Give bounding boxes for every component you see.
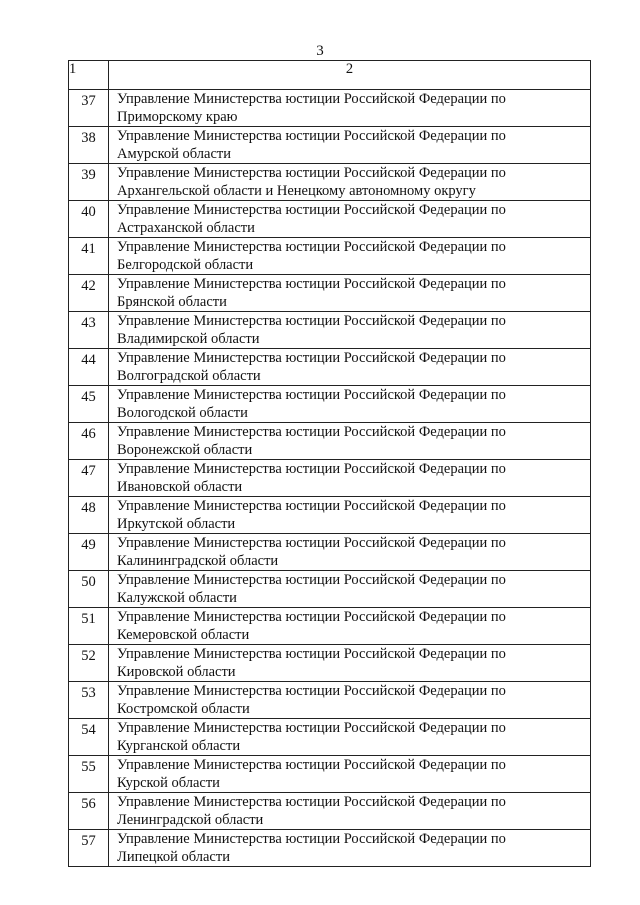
page-number: 3 (316, 43, 324, 59)
institutions-table (68, 60, 591, 867)
institution-name (109, 830, 591, 867)
table-row (69, 164, 591, 201)
row-number: 49 (69, 534, 109, 571)
institution-name-line-2: Приморскому краю (117, 108, 238, 125)
table-header (69, 61, 591, 90)
institution-name-line-2: Липецкой области (117, 848, 230, 865)
institution-name-line-2: Астраханской области (117, 219, 255, 236)
table-row (69, 460, 591, 497)
institution-name-line-2: Амурской области (117, 145, 231, 162)
institution-name (109, 312, 591, 349)
table-row (69, 238, 591, 275)
institution-name-line-1: Управление Министерства юстиции Российской Федерации по (117, 276, 506, 292)
institution-name-line-2: Белгородской области (117, 256, 254, 273)
institution-name-line-1: Управление Министерства юстиции Российской Федерации по (117, 128, 506, 144)
table-row (69, 201, 591, 238)
institution-name-line-2: Вологодской области (117, 404, 248, 421)
institution-name (109, 423, 591, 460)
institution-name-line-1: Управление Министерства юстиции Российской Федерации по (117, 609, 506, 625)
table-row (69, 275, 591, 312)
institution-name (109, 164, 591, 201)
row-number: 47 (69, 460, 109, 497)
institution-name-line-1: Управление Министерства юстиции Российской Федерации по (117, 424, 506, 440)
institution-name-line-1: Управление Министерства юстиции Российской Федерации по (117, 239, 506, 255)
institution-name-line-2: Кемеровской области (117, 626, 250, 643)
table-row (69, 349, 591, 386)
table-row (69, 830, 591, 867)
institution-name-line-1: Управление Министерства юстиции Российской Федерации по (117, 794, 506, 810)
institution-name (109, 460, 591, 497)
row-number: 56 (69, 793, 109, 830)
institution-name-line-2: Владимирской области (117, 330, 260, 347)
institution-name (109, 682, 591, 719)
institution-name-line-1: Управление Министерства юстиции Российской Федерации по (117, 498, 506, 514)
row-number: 45 (69, 386, 109, 423)
institution-name (109, 719, 591, 756)
institution-name-line-2: Волгоградской области (117, 367, 261, 384)
institution-name (109, 571, 591, 608)
institution-name-line-1: Управление Министерства юстиции Российской Федерации по (117, 202, 506, 218)
table-header-row (69, 61, 591, 90)
row-number: 38 (69, 127, 109, 164)
institution-name-line-2: Ленинградской области (117, 811, 264, 828)
institution-name-line-2: Калужской области (117, 589, 237, 606)
institution-name-line-2: Костромской области (117, 700, 250, 717)
row-number: 41 (69, 238, 109, 275)
institution-name (109, 534, 591, 571)
row-number: 50 (69, 571, 109, 608)
row-number: 37 (69, 90, 109, 127)
table-row (69, 793, 591, 830)
row-number: 39 (69, 164, 109, 201)
row-number: 52 (69, 645, 109, 682)
institution-name-line-1: Управление Министерства юстиции Российской Федерации по (117, 683, 506, 699)
institution-name-line-1: Управление Министерства юстиции Российской Федерации по (117, 646, 506, 662)
institution-name (109, 238, 591, 275)
row-number: 48 (69, 497, 109, 534)
row-number: 42 (69, 275, 109, 312)
institution-name-line-1: Управление Министерства юстиции Российской Федерации по (117, 572, 506, 588)
institution-name (109, 756, 591, 793)
table-row (69, 127, 591, 164)
institution-name-line-1: Управление Министерства юстиции Российской Федерации по (117, 535, 506, 551)
institution-name (109, 386, 591, 423)
institution-name-line-1: Управление Министерства юстиции Российской Федерации по (117, 831, 506, 847)
row-number: 57 (69, 830, 109, 867)
institution-name (109, 127, 591, 164)
institution-name-line-1: Управление Министерства юстиции Российской Федерации по (117, 757, 506, 773)
institution-name (109, 645, 591, 682)
table-row (69, 497, 591, 534)
institution-name-line-1: Управление Министерства юстиции Российской Федерации по (117, 720, 506, 736)
table-row (69, 682, 591, 719)
institution-name-line-2: Архангельской области и Ненецкому автономному округу (117, 182, 476, 199)
column-header-number: 1 (69, 61, 109, 90)
table-row (69, 386, 591, 423)
row-number: 43 (69, 312, 109, 349)
institution-name-line-2: Ивановской области (117, 478, 243, 495)
institution-name (109, 90, 591, 127)
table-row (69, 608, 591, 645)
institution-name-line-2: Иркутской области (117, 515, 236, 532)
institution-name-line-1: Управление Министерства юстиции Российской Федерации по (117, 387, 506, 403)
institution-name (109, 793, 591, 830)
table-row (69, 534, 591, 571)
institution-name-line-2: Калининградской области (117, 552, 279, 569)
institution-name-line-1: Управление Министерства юстиции Российской Федерации по (117, 165, 506, 181)
table-row (69, 423, 591, 460)
row-number: 40 (69, 201, 109, 238)
row-number: 44 (69, 349, 109, 386)
institution-name (109, 349, 591, 386)
row-number: 53 (69, 682, 109, 719)
table-row (69, 719, 591, 756)
institution-name (109, 275, 591, 312)
institution-name-line-2: Брянской области (117, 293, 227, 310)
table-row (69, 645, 591, 682)
institution-name-line-2: Курганской области (117, 737, 241, 754)
table-row (69, 312, 591, 349)
institution-name (109, 497, 591, 534)
institution-name (109, 608, 591, 645)
column-header-name: 2 (109, 61, 591, 90)
row-number: 55 (69, 756, 109, 793)
table-row (69, 756, 591, 793)
row-number: 51 (69, 608, 109, 645)
institution-name (109, 201, 591, 238)
institution-name-line-1: Управление Министерства юстиции Российской Федерации по (117, 313, 506, 329)
institution-name-line-1: Управление Министерства юстиции Российской Федерации по (117, 350, 506, 366)
institution-name-line-2: Кировской области (117, 663, 236, 680)
table-body (69, 90, 591, 867)
row-number: 46 (69, 423, 109, 460)
institution-name-line-1: Управление Министерства юстиции Российской Федерации по (117, 91, 506, 107)
institution-name-line-2: Курской области (117, 774, 220, 791)
table-row (69, 571, 591, 608)
table-row (69, 90, 591, 127)
row-number: 54 (69, 719, 109, 756)
institution-name-line-2: Воронежской области (117, 441, 253, 458)
institution-name-line-1: Управление Министерства юстиции Российской Федерации по (117, 461, 506, 477)
